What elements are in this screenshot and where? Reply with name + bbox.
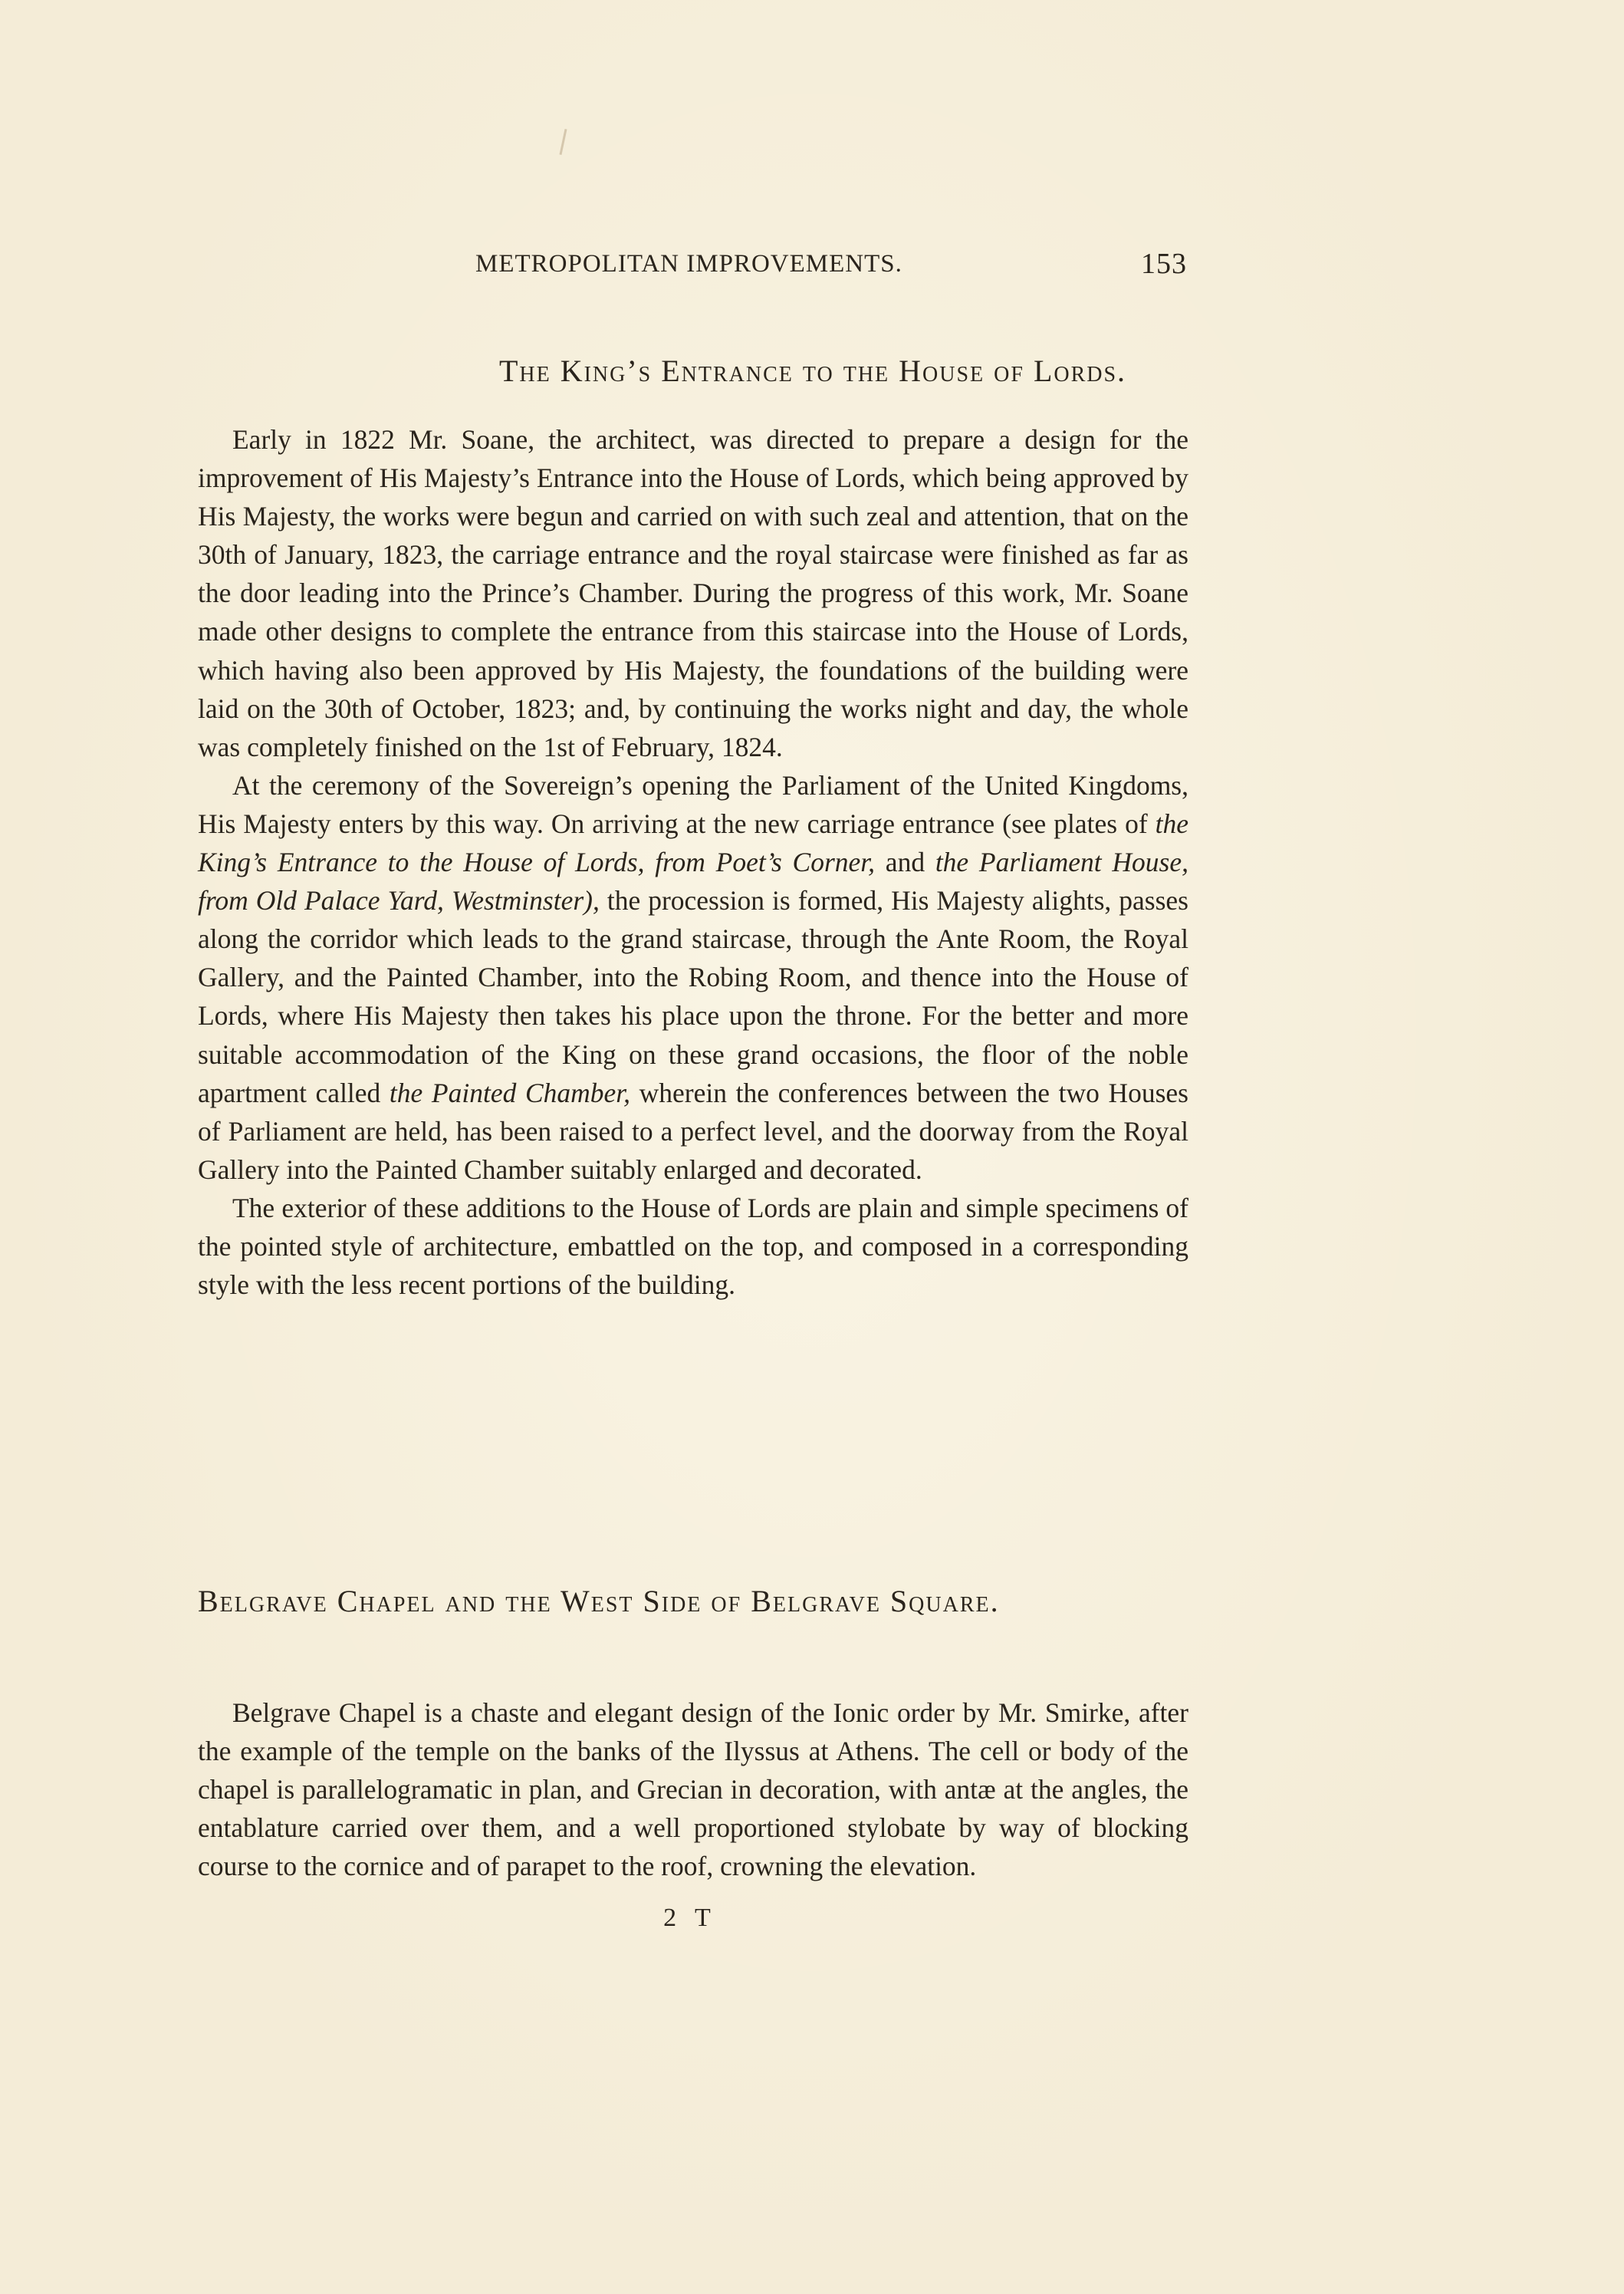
paragraph-2-text-b: and <box>875 847 935 878</box>
paragraph-1: Early in 1822 Mr. Soane, the architect, was directed to prepare a design for the improvement of His Majesty’s Entrance into the House of Lords, which being approved by His Majesty, the works were begun and carried on with such zeal and attention, that on the 30th of January, 1823, the carriage entrance and the royal staircase were finished as far as the door leading into the Prince’s Chamber. During the progress of this work, Mr. Soane made other designs to complete the entrance from this staircase into the House of Lords, which having also been approved by His Majesty, the foundations of the building were laid on the 30th of October, 1823; and, by continuing the works night and day, the whole was completely finished on the 1st of February, 1824. <box>198 424 1188 762</box>
heading-text: The King’s Entrance to the House of Lords. <box>498 354 1127 388</box>
section-body-kings-entrance <box>198 420 1188 1304</box>
signature-mark: 2 T <box>663 1904 717 1932</box>
heading-text: Belgrave Chapel and the West Side of Belgrave Square. <box>198 1584 1000 1618</box>
paragraph-1: Belgrave Chapel is a chaste and elegant design of the Ionic order by Mr. Smirke, after the example of the temple on the banks of the Ilyssus at Athens. The cell or body of the chapel is parallelogramatic in plan, and Grecian in decoration, with antæ at the angles, the entablature carried over them, and a well proportioned stylobate by way of blocking course to the cornice and of parapet to the roof, crowning the elevation. <box>198 1697 1188 1882</box>
ink-mark <box>559 129 567 155</box>
running-head <box>198 244 1187 290</box>
paragraph-3: The exterior of these additions to the House of Lords are plain and simple specimens of the pointed style of architecture, embattled on the top, and composed in a corresponding style with the less recent portions of the building. <box>198 1192 1188 1301</box>
plate-title-2: the Parliament House, from Old Palace Yard, Westminster), <box>198 847 1188 917</box>
running-title: METROPOLITAN IMPROVEMENTS. <box>475 250 902 278</box>
page-number: 153 <box>1141 248 1187 280</box>
paragraph-2-text-a: At the ceremony of the Sovereign’s opening the Parliament of the United Kingdoms, His Majesty enters by this way. On arriving at the new carriage entrance (see plates of <box>198 769 1188 839</box>
section-heading-belgrave-chapel <box>198 1583 1187 1619</box>
painted-chamber-italic: the Painted Chamber, <box>389 1077 631 1108</box>
section-body-belgrave-chapel <box>198 1693 1188 1885</box>
paragraph-2-text-d: wherein the conferences between the two Houses of Parliament are held, has been raised to a perfect level, and the doorway from the Royal Gallery into the Painted Chamber suitably enlarged and decorated. <box>198 1077 1188 1185</box>
paragraph-2 <box>198 766 1188 1189</box>
section-heading-kings-entrance <box>0 353 1624 389</box>
plate-title-1: the King’s Entrance to the House of Lords, from Poet’s Corner, <box>198 808 1188 878</box>
paragraph-2-text-c: the procession is formed, His Majesty alights, passes along the corridor which leads to the grand staircase, through the Ante Room, the Royal Gallery, and the Painted Chamber, into the Robing Room, and thence into the House of Lords, where His Majesty then takes his place upon the throne. For the better and more suitable accommodation of the King on these grand occasions, the floor of the noble apartment called <box>198 885 1188 1108</box>
